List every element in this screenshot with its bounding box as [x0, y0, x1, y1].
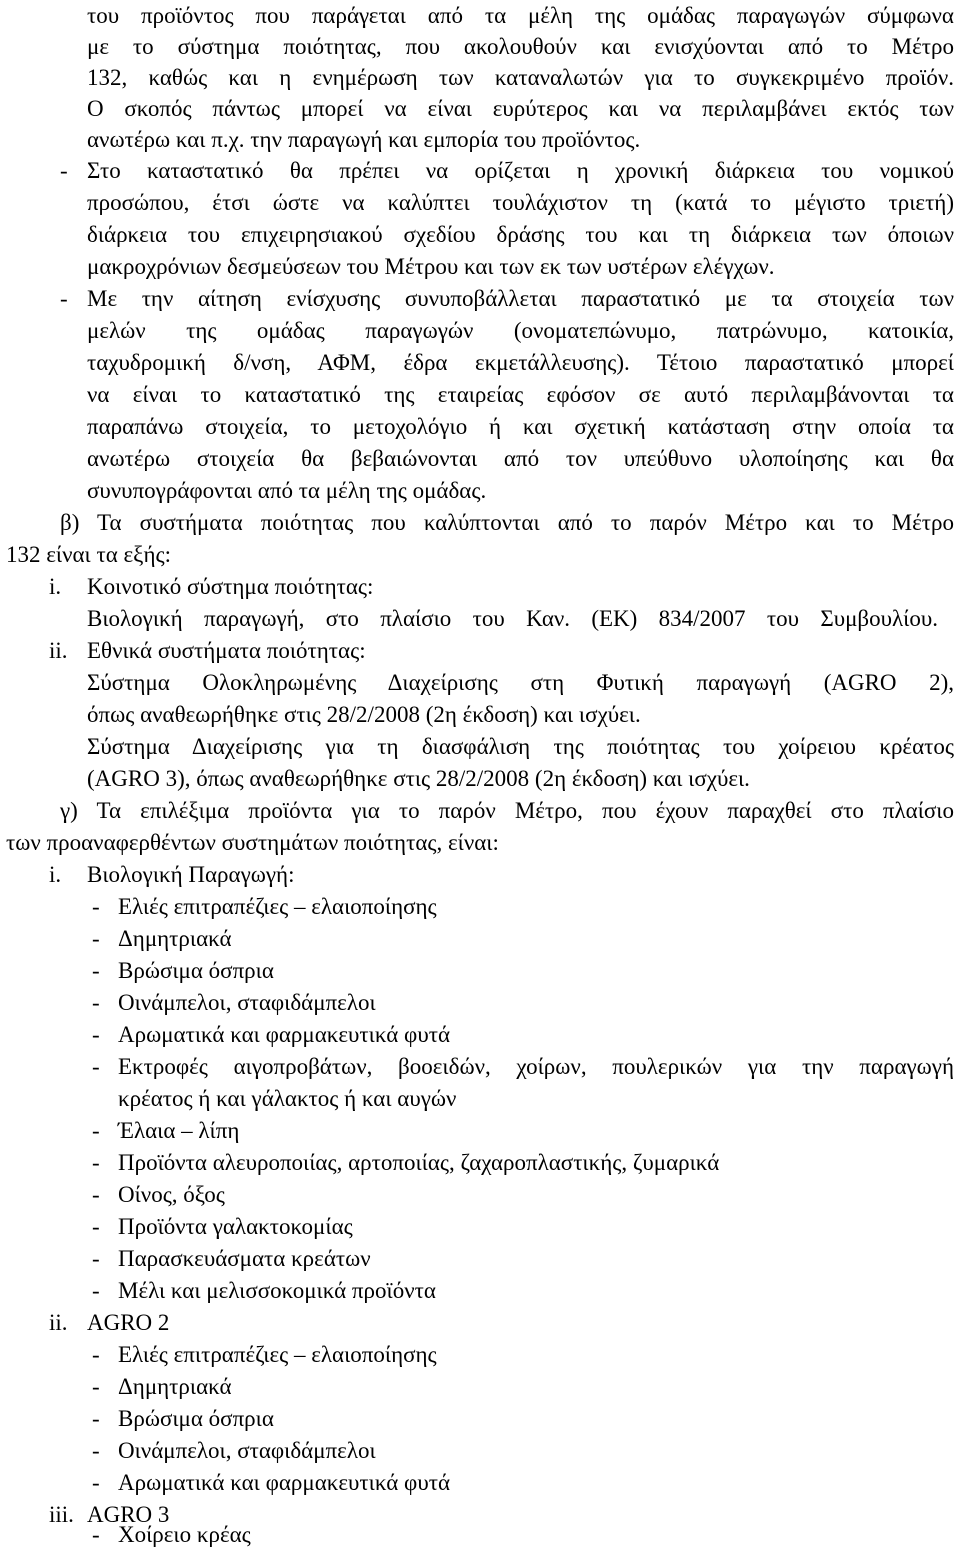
- list-item: Δημητριακά: [118, 926, 232, 951]
- item-dash: -: [92, 1214, 100, 1239]
- group-title-agro2: AGRO 2: [87, 1310, 170, 1335]
- list-item: Ελιές επιτραπέζιες – ελαιοποίησης: [118, 1342, 437, 1367]
- item-dash: -: [92, 1438, 100, 1463]
- list-marker: ii.: [49, 1310, 68, 1335]
- list-item: Οινάμπελοι, σταφιδάμπελοι: [118, 1438, 376, 1463]
- national-systems-line-2: όπως αναθεωρήθηκε στις 28/2/2008 (2η έκδοση) και ισχύει.: [87, 702, 641, 727]
- list-item: Μέλι και μελισσοκομικά προϊόντα: [118, 1278, 436, 1303]
- bullet1-line-2: προσώπου, έτσι ώστε να καλύπτει τουλάχιστον τη (κατά το μέγιστο τριετή): [87, 190, 954, 215]
- list-item: Βρώσιμα όσπρια: [118, 958, 274, 983]
- list-item: Οίνος, όξος: [118, 1182, 225, 1207]
- section-c-line-2: των προαναφερθέντων συστημάτων ποιότητας, είναι:: [6, 830, 499, 855]
- list-item-continuation: κρέατος ή και γάλακτος ή και αυγών: [118, 1086, 457, 1111]
- national-systems-heading: Εθνικά συστήματα ποιότητας:: [87, 638, 366, 663]
- item-dash: -: [92, 958, 100, 983]
- item-dash: -: [92, 1054, 100, 1079]
- intro-line-4: Ο σκοπός πάντως μπορεί να είναι ευρύτερος και να περιλαμβάνει εκτός των: [87, 96, 954, 121]
- list-marker: iii.: [49, 1502, 74, 1527]
- list-item: Χοίρειο κρέας: [118, 1522, 251, 1547]
- list-item: Βρώσιμα όσπρια: [118, 1406, 274, 1431]
- community-system-text: Βιολογική παραγωγή, στο πλαίσιο του Καν. (ΕΚ) 834/2007 του Συμβουλίου.: [87, 606, 938, 631]
- item-dash: -: [92, 1022, 100, 1047]
- list-marker: i.: [49, 574, 62, 599]
- list-item: Προϊόντα αλευροποιίας, αρτοποιίας, ζαχαροπλαστικής, ζυμαρικά: [118, 1150, 720, 1175]
- intro-line-3: 132, καθώς και η ενημέρωση των καταναλωτών για το συγκεκριμένο προϊόν.: [87, 65, 954, 90]
- list-marker: i.: [49, 862, 62, 887]
- item-dash: -: [92, 1374, 100, 1399]
- bullet2-line-6: ανωτέρω στοιχεία θα βεβαιώνονται από τον υπεύθυνο υλοποίησης και θα: [87, 446, 954, 471]
- list-item: Παρασκευάσματα κρεάτων: [118, 1246, 371, 1271]
- section-c-line-1: γ) Τα επιλέξιμα προϊόντα για το παρόν Μέτρο, που έχουν παραχθεί στο πλαίσιο: [60, 798, 954, 823]
- item-dash: -: [92, 1118, 100, 1143]
- list-item: Εκτροφές αιγοπροβάτων, βοοειδών, χοίρων, πουλερικών για την παραγωγή: [118, 1054, 954, 1079]
- list-item: Αρωματικά και φαρμακευτικά φυτά: [118, 1022, 450, 1047]
- section-b-line-1: β) Τα συστήματα ποιότητας που καλύπτονται από το παρόν Μέτρο και το Μέτρο: [60, 510, 954, 535]
- group-title-agro3: AGRO 3: [87, 1502, 170, 1527]
- group-title-organic: Βιολογική Παραγωγή:: [87, 862, 295, 887]
- bullet2-line-7: συνυπογράφονται από τα μέλη της ομάδας.: [87, 478, 487, 503]
- community-system-heading: Κοινοτικό σύστημα ποιότητας:: [87, 574, 374, 599]
- item-dash: -: [92, 1278, 100, 1303]
- item-dash: -: [92, 1150, 100, 1175]
- list-marker: ii.: [49, 638, 68, 663]
- item-dash: -: [92, 926, 100, 951]
- list-item: Αρωματικά και φαρμακευτικά φυτά: [118, 1470, 450, 1495]
- intro-line-2: με το σύστημα ποιότητας, που ακολουθούν και ενισχύονται από το Μέτρο: [87, 34, 954, 59]
- national-systems-line-3: Σύστημα Διαχείρισης για τη διασφάλιση της ποιότητας του χοίρειου κρέατος: [87, 734, 954, 759]
- list-item: Οινάμπελοι, σταφιδάμπελοι: [118, 990, 376, 1015]
- item-dash: -: [92, 1522, 100, 1547]
- bullet-dash: -: [60, 158, 68, 183]
- bullet1-line-3: διάρκεια του επιχειρησιακού σχεδίου δράσης του και τη διάρκεια των όποιων: [87, 222, 954, 247]
- item-dash: -: [92, 1406, 100, 1431]
- item-dash: -: [92, 1342, 100, 1367]
- section-b-line-2: 132 είναι τα εξής:: [6, 542, 171, 567]
- item-dash: -: [92, 1246, 100, 1271]
- item-dash: -: [92, 1470, 100, 1495]
- list-item: Ελιές επιτραπέζιες – ελαιοποίησης: [118, 894, 437, 919]
- bullet2-line-1: Με την αίτηση ενίσχυσης συνυποβάλλεται παραστατικό με τα στοιχεία των: [87, 286, 954, 311]
- bullet2-line-4: να είναι το καταστατικό της εταιρείας εφόσον σε αυτό περιλαμβάνονται τα: [87, 382, 954, 407]
- list-item: Έλαια – λίπη: [118, 1118, 240, 1143]
- list-item: Δημητριακά: [118, 1374, 232, 1399]
- national-systems-line-1: Σύστημα Ολοκληρωμένης Διαχείρισης στη Φυτική παραγωγή (AGRO 2),: [87, 670, 954, 695]
- bullet2-line-5: παραπάνω στοιχεία, το μετοχολόγιο ή και σχετική κατάσταση στην οποία τα: [87, 414, 954, 439]
- intro-line-5: ανωτέρω και π.χ. την παραγωγή και εμπορία του προϊόντος.: [87, 127, 641, 152]
- list-item: Προϊόντα γαλακτοκομίας: [118, 1214, 353, 1239]
- bullet-dash: -: [60, 286, 68, 311]
- bullet2-line-2: μελών της ομάδας παραγωγών (ονοματεπώνυμο, πατρώνυμο, κατοικία,: [87, 318, 954, 343]
- bullet2-line-3: ταχυδρομική δ/νση, ΑΦΜ, έδρα εκμετάλλευσης). Τέτοιο παραστατικό μπορεί: [87, 350, 954, 375]
- bullet1-line-1: Στο καταστατικό θα πρέπει να ορίζεται η χρονική διάρκεια του νομικού: [87, 158, 954, 183]
- national-systems-line-4: (AGRO 3), όπως αναθεωρήθηκε στις 28/2/2008 (2η έκδοση) και ισχύει.: [87, 766, 750, 791]
- bullet1-line-4: μακροχρόνιων δεσμεύσεων του Μέτρου και των εκ των υστέρων ελέγχων.: [87, 254, 775, 279]
- intro-line-1: του προϊόντος που παράγεται από τα μέλη της ομάδας παραγωγών σύμφωνα: [87, 3, 954, 28]
- item-dash: -: [92, 894, 100, 919]
- item-dash: -: [92, 990, 100, 1015]
- item-dash: -: [92, 1182, 100, 1207]
